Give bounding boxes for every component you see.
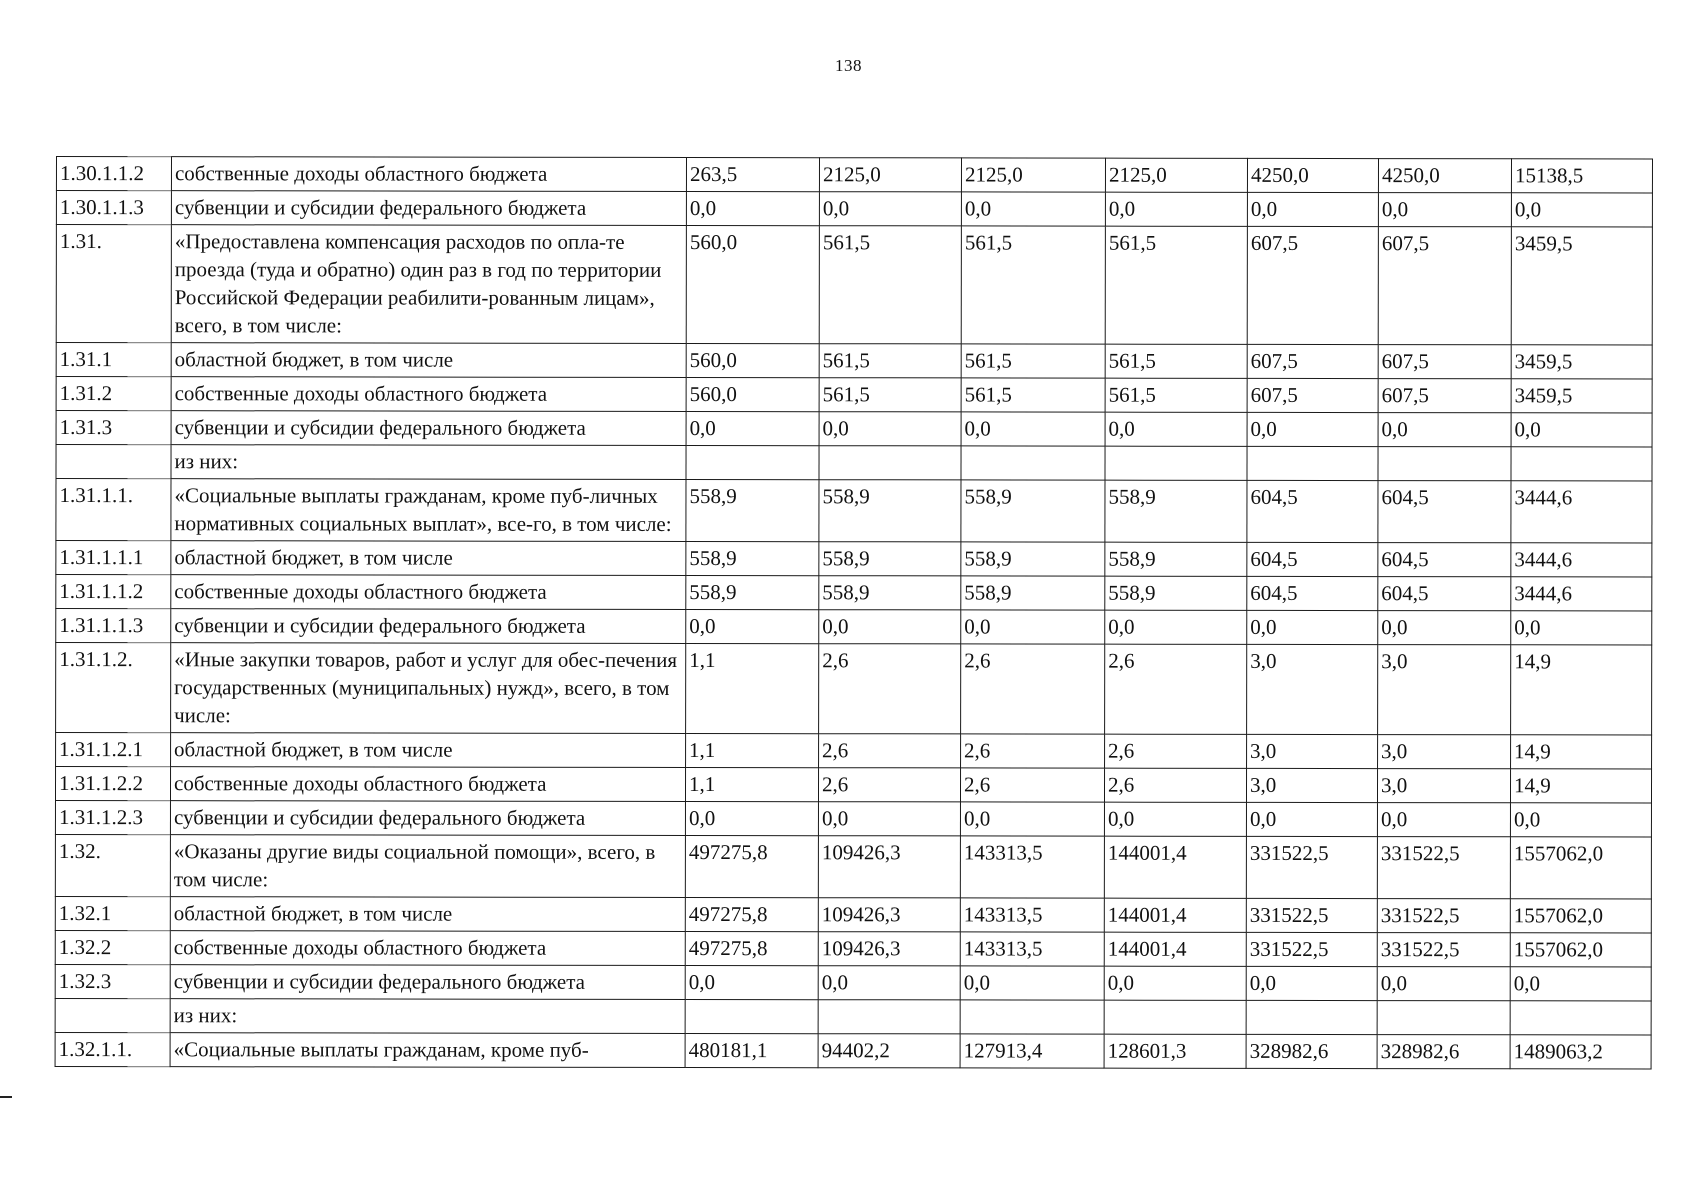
row-code bbox=[56, 445, 171, 479]
value-cell: 604,5 bbox=[1247, 542, 1378, 576]
value-cell: 1,1 bbox=[685, 767, 818, 801]
table-row bbox=[56, 343, 1652, 380]
value-cell: 560,0 bbox=[686, 377, 819, 411]
value-cell: 1,1 bbox=[686, 643, 819, 733]
value-cell: 331522,5 bbox=[1246, 932, 1377, 966]
table-row bbox=[55, 834, 1651, 899]
value-cell: 2,6 bbox=[819, 644, 961, 734]
row-description: из них: bbox=[170, 999, 685, 1034]
table-row bbox=[56, 191, 1652, 228]
row-description: «Социальные выплаты гражданам, кроме пуб-личных нормативных социальных выплат», все-го, в том числе: bbox=[171, 479, 686, 542]
value-cell: 331522,5 bbox=[1377, 933, 1510, 967]
value-cell: 558,9 bbox=[961, 542, 1105, 576]
row-description: «Иные закупки товаров, работ и услуг для обес-печения государственных (муниципальных) нужд», всего, в том числе: bbox=[171, 643, 686, 734]
value-cell: 3444,6 bbox=[1511, 577, 1652, 611]
table-row bbox=[56, 445, 1652, 482]
value-cell: 560,0 bbox=[686, 225, 819, 343]
value-cell: 144001,4 bbox=[1104, 898, 1246, 932]
table-row bbox=[55, 896, 1651, 933]
value-cell: 604,5 bbox=[1378, 543, 1511, 577]
row-code: 1.31.2 bbox=[56, 377, 171, 411]
value-cell: 561,5 bbox=[1105, 344, 1247, 378]
table-body bbox=[55, 157, 1652, 1070]
row-code: 1.31. bbox=[56, 225, 171, 343]
value-cell: 3,0 bbox=[1247, 734, 1378, 768]
value-cell: 0,0 bbox=[960, 802, 1104, 836]
value-cell: 0,0 bbox=[1378, 193, 1511, 227]
table-row bbox=[55, 801, 1651, 838]
value-cell bbox=[1246, 1000, 1377, 1034]
value-cell: 328982,6 bbox=[1246, 1034, 1377, 1068]
row-code: 1.31.1 bbox=[56, 343, 171, 377]
row-description: субвенции и субсидии федерального бюджета bbox=[170, 801, 685, 836]
value-cell: 0,0 bbox=[1246, 802, 1377, 836]
value-cell: 0,0 bbox=[686, 191, 819, 225]
row-description: «Предоставлена компенсация расходов по опла-те проезда (туда и обратно) один раз в год по территории Российской Федерации реабилити-рованным лицам», всего, в том числе: bbox=[171, 225, 686, 344]
value-cell: 0,0 bbox=[1247, 412, 1378, 446]
value-cell: 94402,2 bbox=[818, 1034, 960, 1068]
value-cell bbox=[819, 446, 961, 480]
page-number: 138 bbox=[835, 56, 862, 75]
value-cell: 1557062,0 bbox=[1510, 899, 1651, 933]
row-description: собственные доходы областного бюджета bbox=[170, 767, 685, 802]
value-cell: 2,6 bbox=[1105, 644, 1247, 734]
value-cell: 3,0 bbox=[1378, 645, 1511, 735]
value-cell: 607,5 bbox=[1247, 344, 1378, 378]
value-cell: 0,0 bbox=[1511, 193, 1652, 227]
value-cell: 558,9 bbox=[1105, 542, 1247, 576]
row-description: областной бюджет, в том числе bbox=[171, 733, 686, 768]
value-cell: 0,0 bbox=[1378, 413, 1511, 447]
row-code: 1.32.2 bbox=[55, 930, 170, 964]
value-cell: 0,0 bbox=[1377, 803, 1510, 837]
value-cell: 0,0 bbox=[961, 412, 1105, 446]
value-cell: 558,9 bbox=[819, 480, 961, 542]
value-cell: 14,9 bbox=[1510, 769, 1651, 803]
value-cell bbox=[685, 999, 818, 1033]
value-cell: 331522,5 bbox=[1377, 837, 1510, 899]
value-cell: 0,0 bbox=[1377, 967, 1510, 1001]
table-row bbox=[55, 1032, 1651, 1069]
value-cell: 0,0 bbox=[685, 801, 818, 835]
row-code: 1.31.3 bbox=[56, 411, 171, 445]
value-cell: 558,9 bbox=[819, 542, 961, 576]
value-cell: 109426,3 bbox=[818, 898, 960, 932]
row-description: «Социальные выплаты гражданам, кроме пуб- bbox=[170, 1033, 685, 1068]
value-cell: 0,0 bbox=[1511, 611, 1652, 645]
row-description: собственные доходы областного бюджета bbox=[171, 157, 686, 192]
table-row bbox=[55, 998, 1651, 1035]
row-code: 1.31.1.1.3 bbox=[56, 609, 171, 643]
value-cell: 2,6 bbox=[960, 768, 1104, 802]
value-cell: 1557062,0 bbox=[1510, 837, 1651, 899]
table-row bbox=[56, 733, 1652, 770]
row-code: 1.31.1.2. bbox=[56, 643, 171, 733]
value-cell: 14,9 bbox=[1511, 645, 1652, 735]
value-cell bbox=[1510, 1001, 1651, 1035]
value-cell: 331522,5 bbox=[1377, 899, 1510, 933]
value-cell: 561,5 bbox=[961, 344, 1105, 378]
value-cell bbox=[1105, 446, 1247, 480]
value-cell: 14,9 bbox=[1511, 735, 1652, 769]
table-row bbox=[55, 930, 1651, 967]
value-cell: 2,6 bbox=[1104, 768, 1246, 802]
row-code: 1.32. bbox=[55, 834, 170, 896]
row-description: субвенции и субсидии федерального бюджета bbox=[170, 965, 685, 1000]
value-cell: 0,0 bbox=[1511, 413, 1652, 447]
value-cell: 2,6 bbox=[1105, 734, 1247, 768]
value-cell bbox=[1377, 1001, 1510, 1035]
table-row bbox=[56, 225, 1652, 346]
table-row bbox=[56, 411, 1652, 448]
value-cell: 109426,3 bbox=[818, 932, 960, 966]
value-cell: 3459,5 bbox=[1511, 345, 1652, 379]
value-cell: 0,0 bbox=[818, 966, 960, 1000]
table-row bbox=[56, 541, 1652, 578]
value-cell: 497275,8 bbox=[685, 931, 818, 965]
value-cell: 558,9 bbox=[961, 480, 1105, 542]
value-cell: 15138,5 bbox=[1511, 159, 1652, 193]
value-cell: 0,0 bbox=[818, 802, 960, 836]
value-cell: 3,0 bbox=[1378, 735, 1511, 769]
value-cell: 558,9 bbox=[686, 575, 819, 609]
row-description: из них: bbox=[171, 445, 686, 480]
value-cell: 607,5 bbox=[1247, 378, 1378, 412]
value-cell: 560,0 bbox=[686, 343, 819, 377]
value-cell: 143313,5 bbox=[960, 836, 1104, 898]
value-cell: 128601,3 bbox=[1104, 1034, 1246, 1068]
value-cell: 497275,8 bbox=[685, 897, 818, 931]
value-cell: 143313,5 bbox=[960, 898, 1104, 932]
value-cell: 331522,5 bbox=[1246, 836, 1377, 898]
value-cell: 558,9 bbox=[686, 479, 819, 541]
value-cell bbox=[1378, 447, 1511, 481]
value-cell: 607,5 bbox=[1378, 227, 1511, 345]
row-description: областной бюджет, в том числе bbox=[170, 897, 685, 932]
value-cell: 3,0 bbox=[1377, 769, 1510, 803]
value-cell: 1557062,0 bbox=[1510, 933, 1651, 967]
value-cell: 2,6 bbox=[818, 768, 960, 802]
row-code: 1.31.1.1.2 bbox=[56, 575, 171, 609]
value-cell: 2125,0 bbox=[1105, 158, 1247, 192]
value-cell: 2125,0 bbox=[961, 158, 1105, 192]
row-code: 1.30.1.1.2 bbox=[56, 157, 171, 191]
value-cell: 0,0 bbox=[819, 192, 961, 226]
margin-mark bbox=[0, 1096, 12, 1098]
table-row bbox=[56, 609, 1652, 646]
value-cell: 1489063,2 bbox=[1510, 1035, 1651, 1069]
value-cell: 0,0 bbox=[1105, 610, 1247, 644]
row-code: 1.30.1.1.3 bbox=[56, 191, 171, 225]
budget-table bbox=[55, 156, 1653, 1070]
row-description: субвенции и субсидии федерального бюджета bbox=[171, 191, 686, 226]
value-cell: 3459,5 bbox=[1511, 379, 1652, 413]
value-cell: 558,9 bbox=[686, 541, 819, 575]
table-row bbox=[56, 643, 1652, 736]
row-description: областной бюджет, в том числе bbox=[171, 343, 686, 378]
value-cell: 0,0 bbox=[1104, 802, 1246, 836]
value-cell: 0,0 bbox=[1378, 611, 1511, 645]
value-cell: 3,0 bbox=[1247, 644, 1378, 734]
value-cell: 0,0 bbox=[961, 192, 1105, 226]
value-cell: 604,5 bbox=[1378, 481, 1511, 543]
table-row bbox=[56, 575, 1652, 612]
row-code bbox=[55, 998, 170, 1032]
row-code: 1.32.3 bbox=[55, 964, 170, 998]
value-cell: 604,5 bbox=[1378, 577, 1511, 611]
value-cell: 0,0 bbox=[819, 610, 961, 644]
value-cell: 1,1 bbox=[686, 733, 819, 767]
value-cell: 3444,6 bbox=[1511, 543, 1652, 577]
row-code: 1.32.1 bbox=[55, 896, 170, 930]
row-code: 1.31.1.1.1 bbox=[56, 541, 171, 575]
value-cell bbox=[1511, 447, 1652, 481]
value-cell: 561,5 bbox=[819, 226, 961, 344]
row-description: субвенции и субсидии федерального бюджета bbox=[171, 609, 686, 644]
row-code: 1.32.1.1. bbox=[55, 1032, 170, 1066]
value-cell: 0,0 bbox=[960, 966, 1104, 1000]
row-code: 1.31.1.2.1 bbox=[56, 733, 171, 767]
value-cell: 561,5 bbox=[1105, 378, 1247, 412]
value-cell: 0,0 bbox=[819, 412, 961, 446]
value-cell: 558,9 bbox=[961, 576, 1105, 610]
value-cell: 0,0 bbox=[1104, 966, 1246, 1000]
value-cell: 3444,6 bbox=[1511, 481, 1652, 543]
row-description: собственные доходы областного бюджета bbox=[171, 377, 686, 412]
value-cell: 561,5 bbox=[961, 378, 1105, 412]
row-description: областной бюджет, в том числе bbox=[171, 541, 686, 576]
value-cell: 0,0 bbox=[1510, 967, 1651, 1001]
row-description: субвенции и субсидии федерального бюджета bbox=[171, 411, 686, 446]
value-cell bbox=[1104, 1000, 1246, 1034]
value-cell: 109426,3 bbox=[818, 836, 960, 898]
table-row bbox=[55, 964, 1651, 1001]
value-cell: 3459,5 bbox=[1511, 227, 1652, 345]
value-cell: 0,0 bbox=[1510, 803, 1651, 837]
value-cell: 558,9 bbox=[819, 576, 961, 610]
table-row bbox=[56, 479, 1652, 544]
value-cell: 2,6 bbox=[961, 734, 1105, 768]
value-cell: 0,0 bbox=[1105, 412, 1247, 446]
value-cell: 0,0 bbox=[1247, 192, 1378, 226]
value-cell bbox=[960, 1000, 1104, 1034]
value-cell: 0,0 bbox=[1246, 966, 1377, 1000]
value-cell: 497275,8 bbox=[685, 835, 818, 897]
value-cell: 0,0 bbox=[685, 965, 818, 999]
value-cell: 558,9 bbox=[1105, 480, 1247, 542]
value-cell: 604,5 bbox=[1247, 480, 1378, 542]
value-cell: 561,5 bbox=[961, 226, 1105, 344]
value-cell: 143313,5 bbox=[960, 932, 1104, 966]
value-cell: 607,5 bbox=[1378, 345, 1511, 379]
row-description: собственные доходы областного бюджета bbox=[170, 931, 685, 966]
row-description: собственные доходы областного бюджета bbox=[171, 575, 686, 610]
value-cell: 604,5 bbox=[1247, 576, 1378, 610]
value-cell: 2125,0 bbox=[819, 158, 961, 192]
value-cell: 0,0 bbox=[1105, 192, 1247, 226]
row-description: «Оказаны другие виды социальной помощи», всего, в том числе: bbox=[170, 835, 685, 898]
value-cell: 2,6 bbox=[819, 734, 961, 768]
value-cell: 4250,0 bbox=[1247, 158, 1378, 192]
value-cell: 480181,1 bbox=[685, 1033, 818, 1067]
value-cell bbox=[686, 445, 819, 479]
table-row bbox=[56, 377, 1652, 414]
value-cell: 144001,4 bbox=[1104, 932, 1246, 966]
value-cell: 561,5 bbox=[819, 344, 961, 378]
value-cell: 0,0 bbox=[1247, 610, 1378, 644]
value-cell: 561,5 bbox=[1105, 226, 1247, 344]
table-row bbox=[55, 767, 1651, 804]
row-code: 1.31.1.1. bbox=[56, 479, 171, 541]
value-cell: 0,0 bbox=[686, 609, 819, 643]
value-cell: 607,5 bbox=[1247, 226, 1378, 344]
value-cell: 144001,4 bbox=[1104, 836, 1246, 898]
row-code: 1.31.1.2.2 bbox=[55, 767, 170, 801]
value-cell: 328982,6 bbox=[1377, 1035, 1510, 1069]
value-cell: 0,0 bbox=[961, 610, 1105, 644]
value-cell: 3,0 bbox=[1246, 768, 1377, 802]
table-row bbox=[56, 157, 1652, 194]
value-cell: 561,5 bbox=[819, 378, 961, 412]
value-cell: 263,5 bbox=[686, 157, 819, 191]
row-code: 1.31.1.2.3 bbox=[55, 801, 170, 835]
value-cell bbox=[818, 1000, 960, 1034]
value-cell: 0,0 bbox=[686, 411, 819, 445]
value-cell: 558,9 bbox=[1105, 576, 1247, 610]
value-cell: 2,6 bbox=[961, 644, 1105, 734]
value-cell bbox=[961, 446, 1105, 480]
value-cell: 4250,0 bbox=[1378, 159, 1511, 193]
value-cell: 127913,4 bbox=[960, 1034, 1104, 1068]
value-cell bbox=[1247, 446, 1378, 480]
value-cell: 607,5 bbox=[1378, 379, 1511, 413]
value-cell: 331522,5 bbox=[1246, 898, 1377, 932]
